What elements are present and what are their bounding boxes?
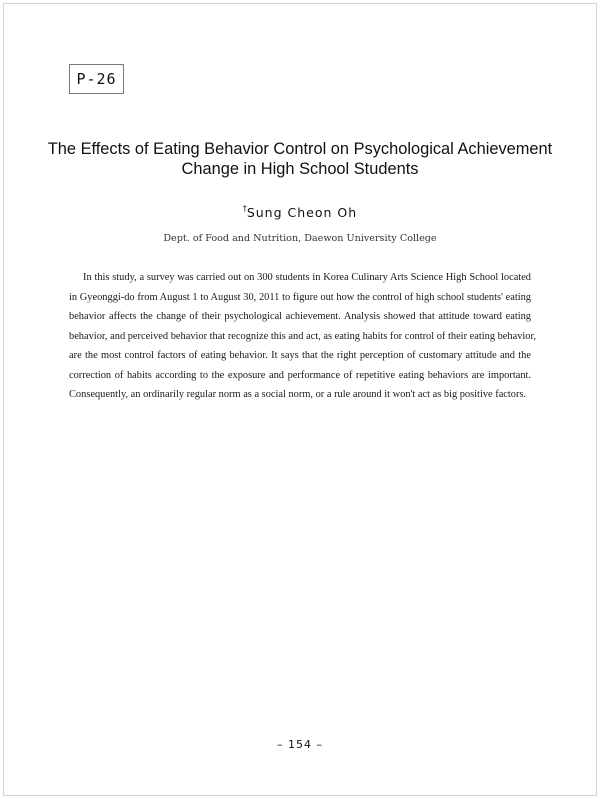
title-line: Change in High School Students — [181, 160, 419, 178]
abstract-line: correction of habits according to the exposure and performance of repetitive eating behaviors are important. — [69, 369, 531, 381]
abstract-line: are the most control factors of eating behavior. It says that the right perception of customary attitude and the — [69, 350, 531, 361]
abstract-line: Consequently, an ordinarily regular norm as a social norm, or a rule around it won't act as big positive factors. — [69, 389, 527, 400]
author-name: Sung Cheon Oh — [246, 205, 358, 220]
author-line — [0, 204, 600, 220]
abstract-line: In this study, a survey was carried out on 300 students in Korea Culinary Arts Science High School located — [83, 272, 531, 283]
abstract-line: in Gyeonggi-do from August 1 to August 30, 2011 to figure out how the control of high school students' eating — [69, 291, 531, 303]
poster-id-box: P-26 — [69, 64, 124, 94]
abstract-line: behavior, and perceived behavior that recognize this and act, as eating habits for control of their eating behavior, — [69, 330, 537, 342]
affiliation: Dept. of Food and Nutrition, Daewon University College — [163, 233, 437, 244]
abstract-body — [69, 268, 537, 405]
paper-title — [40, 139, 560, 179]
page-number: – 154 – — [277, 738, 323, 751]
title-line: The Effects of Eating Behavior Control on Psychological Achievement — [47, 140, 553, 158]
corresponding-author-mark: † — [242, 204, 247, 213]
abstract-line: behavior affects the change of their psychological achievement. Analysis showed that attitude toward eating — [69, 311, 531, 322]
